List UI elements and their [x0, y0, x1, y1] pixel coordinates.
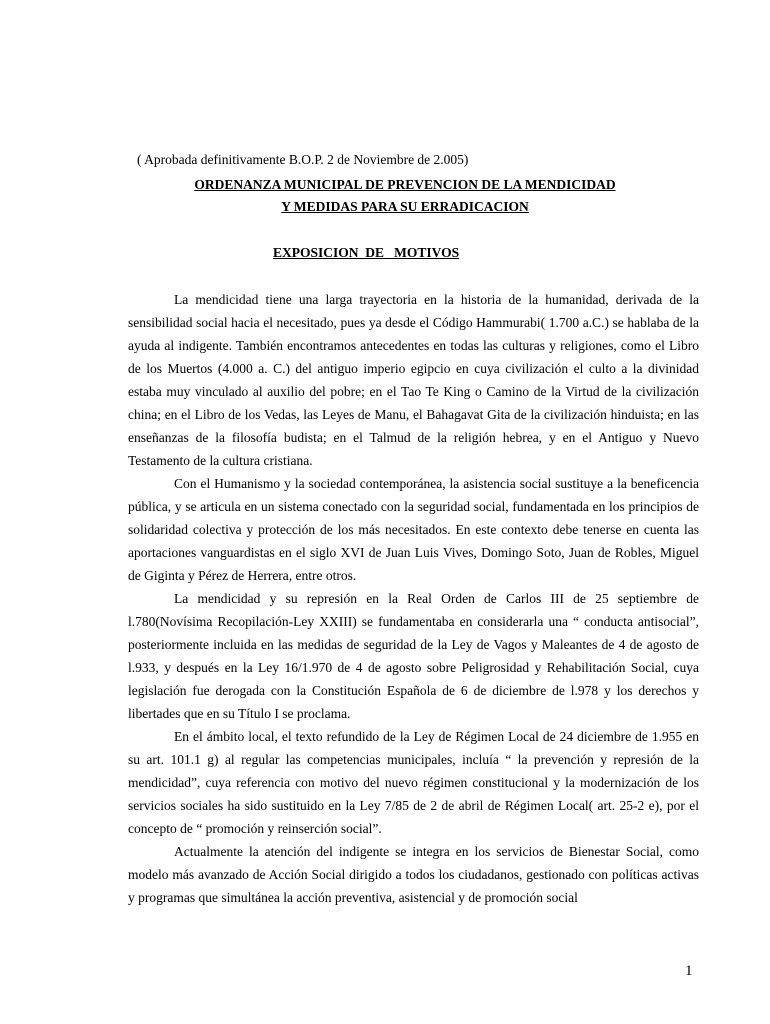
section-heading: EXPOSICION DE MOTIVOS — [273, 245, 460, 260]
page-number: 1 — [685, 963, 693, 979]
paragraph: La mendicidad y su represión en la Real Orden de Carlos III de 25 septiembre de l.780(Novísima Recopilación-Ley XXIII) se fundamentaba en considerarla una “ conducta antisocial”, posteriormente incluida en las medidas de seguridad de la Ley de Vagos y Maleantes de 4 de agosto de l.933, y después en la Ley 16/1.970 de 4 de agosto sobre Peligrosidad y Rehabilitación Social, cuya legislación fue derogada con la Constitución Española de 6 de diciembre de l.978 y los derechos y libertades que en su Título I se proclama. — [128, 591, 699, 721]
paragraph: La mendicidad tiene una larga trayectoria en la historia de la humanidad, derivada de la sensibilidad social hacia el necesitado, pues ya desde el Código Hammurabi( 1.700 a.C.) se hablaba de la ayuda al indigente. También encontramos antecedentes en todas las culturas y religiones, como el Libro de los Muertos (4.000 a. C.) del antiguo imperio egipcio en cuya civilización el culto a la divinidad estaba muy vinculado al auxilio del pobre; en el Tao Te King o Camino de la Virtud de la civilización china; en el Libro de los Vedas, las Leyes de Manu, el Bahagavat Gita de la civilización hinduista; en las enseñanzas de la filosofía budista; en el Talmud de la religión hebrea, y en el Antiguo y Nuevo Testamento de la cultura cristiana. — [128, 292, 699, 468]
body-text — [128, 288, 699, 909]
paragraph: Actualmente la atención del indigente se integra en los servicios de Bienestar Social, como modelo más avanzado de Acción Social dirigido a todos los ciudadanos, gestionado con políticas activas y programas que simultánea la acción preventiva, asistencial y de promoción social — [128, 844, 699, 905]
paragraph: Con el Humanismo y la sociedad contemporánea, la asistencia social sustituye a la beneficencia pública, y se articula en un sistema conectado con la seguridad social, fundamentada en los principios de solidaridad colectiva y protección de los más necesitados. En este contexto debe tenerse en cuenta las aportaciones vanguardistas en el siglo XVI de Juan Luis Vives, Domingo Soto, Juan de Robles, Miguel de Giginta y Pérez de Herrera, entre otros. — [128, 476, 699, 583]
document-title-line-2: Y MEDIDAS PARA SU ERRADICACION — [281, 199, 529, 214]
paragraph: En el ámbito local, el texto refundido de la Ley de Régimen Local de 24 diciembre de 1.955 en su art. 101.1 g) al regular las competencias municipales, incluía “ la prevención y represión de la mendicidad”, cuya referencia con motivo del nuevo régimen constitucional y la modernización de los servicios sociales ha sido sustituido en la Ley 7/85 de 2 de abril de Régimen Local( art. 25-2 e), por el concepto de “ promoción y reinserción social”. — [128, 729, 699, 836]
document-title-line-1: ORDENANZA MUNICIPAL DE PREVENCION DE LA MENDICIDAD — [194, 177, 616, 192]
approval-note: ( Aprobada definitivamente B.O.P. 2 de Noviembre de 2.005) — [137, 152, 469, 167]
